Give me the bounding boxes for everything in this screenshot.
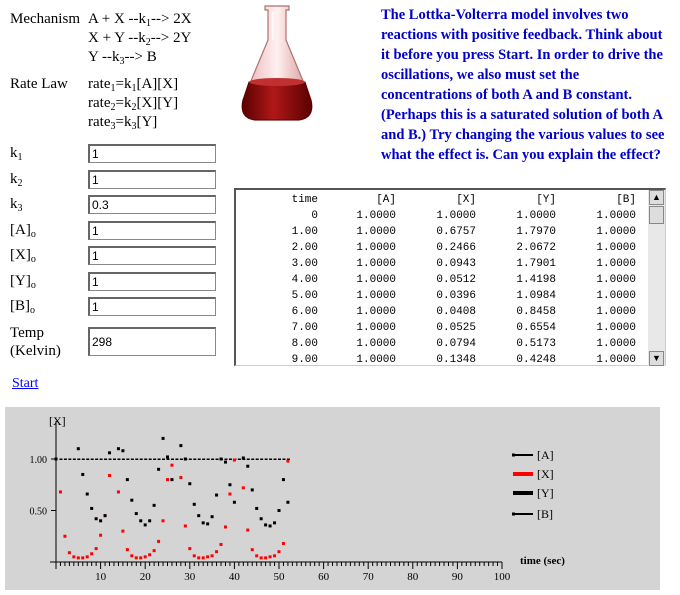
data-point-X xyxy=(273,554,276,557)
data-table[interactable] xyxy=(234,188,666,366)
y-tick-label: 0.50 xyxy=(29,506,47,518)
data-point-Y xyxy=(251,488,254,491)
data-point-A xyxy=(247,459,250,461)
param-label: $k_1$ xyxy=(10,145,23,163)
table-row xyxy=(236,208,646,224)
table-cell: 0.0512 xyxy=(436,274,476,286)
data-point-X xyxy=(139,556,142,559)
data-point-Y xyxy=(215,494,218,497)
param-label: $[B]_o$ xyxy=(10,298,35,316)
data-point-A xyxy=(216,459,219,461)
data-point-Y xyxy=(99,519,102,522)
table-content xyxy=(236,190,646,366)
data-point-X xyxy=(170,464,173,467)
data-point-X xyxy=(193,554,196,557)
data-point-X xyxy=(117,490,120,493)
table-cell: 1.0000 xyxy=(596,354,636,366)
table-header-cell: time xyxy=(291,194,318,206)
table-cell: 0.6757 xyxy=(436,226,476,238)
table-cell: 4.00 xyxy=(291,274,318,286)
mechanism-reaction xyxy=(88,10,192,28)
table-row xyxy=(236,240,646,256)
data-point-X xyxy=(184,524,187,527)
data-point-Y xyxy=(117,447,120,450)
x-tick-label: 30 xyxy=(184,571,196,583)
concentration-chart xyxy=(5,407,660,590)
table-cell: 7.00 xyxy=(291,322,318,334)
data-point-Y xyxy=(130,499,133,502)
legend-label: [X] xyxy=(537,467,554,481)
reaction-products: --> B xyxy=(124,49,157,65)
data-point-A xyxy=(198,459,201,461)
data-point-A xyxy=(282,459,285,461)
x-tick-label: 20 xyxy=(139,571,151,583)
data-point-A xyxy=(95,459,98,461)
data-point-Y xyxy=(170,478,173,481)
data-point-A xyxy=(224,459,227,461)
data-point-A xyxy=(189,459,192,461)
data-point-X xyxy=(81,556,84,559)
rate-equation: $rate_2=k_2[X][Y]$ xyxy=(88,95,179,113)
data-point-X xyxy=(264,556,267,559)
data-point-X xyxy=(269,555,272,558)
data-point-Y xyxy=(139,519,142,522)
rate-law-label: Rate Law xyxy=(10,76,68,92)
table-row xyxy=(236,304,646,320)
data-point-A xyxy=(131,459,134,461)
param-label: $[A]_o$ xyxy=(10,221,36,240)
table-cell: 1.0000 xyxy=(356,258,396,270)
param-label: $k_2$ xyxy=(10,170,23,189)
data-point-X xyxy=(202,556,205,559)
data-point-X xyxy=(68,551,71,554)
table-cell: 2.00 xyxy=(291,242,318,254)
data-point-A xyxy=(109,459,112,461)
data-point-A xyxy=(167,459,170,461)
data-point-Y xyxy=(108,451,111,454)
data-point-X xyxy=(162,519,165,522)
data-point-A xyxy=(100,459,103,461)
param-input[interactable] xyxy=(88,170,216,189)
table-cell: 0.2466 xyxy=(436,242,476,254)
data-point-X xyxy=(99,534,102,537)
data-point-A xyxy=(140,459,143,461)
mechanism-label: Mechanism xyxy=(10,11,80,27)
data-point-A xyxy=(175,459,178,461)
reaction-text: Y --k xyxy=(88,49,120,65)
param-label: $k_3$ xyxy=(10,196,23,214)
table-cell: 1.0000 xyxy=(596,322,636,334)
param-input[interactable] xyxy=(88,297,216,316)
table-cell: 1.0000 xyxy=(356,290,396,302)
data-point-Y xyxy=(193,503,196,506)
legend-label: [Y] xyxy=(537,486,554,500)
data-point-A xyxy=(207,459,210,461)
legend-marker xyxy=(512,454,515,457)
table-row xyxy=(236,352,646,366)
data-point-X xyxy=(215,550,218,553)
param-input[interactable] xyxy=(88,246,216,265)
table-cell: 1.4198 xyxy=(516,274,556,286)
data-point-A xyxy=(193,459,196,461)
table-cell: 1.0000 xyxy=(516,210,556,222)
table-cell: 1.0000 xyxy=(596,338,636,350)
table-cell: 0.6554 xyxy=(516,322,556,334)
y-axis-label: [X] xyxy=(49,414,66,428)
table-cell: 1.0000 xyxy=(356,354,396,366)
data-point-Y xyxy=(135,512,138,515)
data-point-A xyxy=(126,459,129,461)
table-cell: 1.7970 xyxy=(516,226,556,238)
legend-label: [B] xyxy=(537,507,553,521)
table-cell: 1.0000 xyxy=(356,242,396,254)
table-cell: 0.8458 xyxy=(516,306,556,318)
table-cell: 6.00 xyxy=(291,306,318,318)
table-scrollbar[interactable] xyxy=(648,190,665,366)
data-point-X xyxy=(95,547,98,550)
param-label: $[Y]_o$ xyxy=(10,272,36,291)
data-point-A xyxy=(202,459,205,461)
data-point-A xyxy=(144,459,147,461)
param-label: $[X]_o$ xyxy=(10,247,36,265)
data-point-A xyxy=(68,459,71,461)
data-point-A xyxy=(82,459,85,461)
param-input[interactable] xyxy=(88,195,216,214)
rate-constant-subscript: 2 xyxy=(145,37,151,48)
table-cell: 1.0000 xyxy=(596,274,636,286)
x-tick-label: 100 xyxy=(493,571,511,583)
data-point-A xyxy=(117,459,120,461)
data-point-A xyxy=(64,459,67,461)
data-point-Y xyxy=(179,444,182,447)
data-point-Y xyxy=(55,458,58,461)
data-point-X xyxy=(108,474,111,477)
data-point-Y xyxy=(95,517,98,520)
data-point-A xyxy=(113,459,116,461)
data-point-Y xyxy=(260,517,263,520)
data-point-A xyxy=(122,459,125,461)
data-point-A xyxy=(149,459,152,461)
data-point-A xyxy=(251,459,254,461)
data-point-Y xyxy=(220,458,223,461)
data-point-Y xyxy=(184,458,187,461)
data-point-X xyxy=(260,556,263,559)
description-text: The Lottka-Volterra model involves two reactions with positive feedback. Think about it before you press Start. In order to drive the oscillations, we also must set the concentrations of both A and B constant. (Perhaps this is a saturated solution of both A and B.) Try changing the various values to see what the effect is. Can you explain the effect? xyxy=(381,7,665,163)
table-cell: 1.0000 xyxy=(356,274,396,286)
table-cell: 1.0000 xyxy=(356,306,396,318)
data-point-A xyxy=(260,459,263,461)
reaction-products: --> 2Y xyxy=(150,30,192,46)
data-point-A xyxy=(229,459,232,461)
param-input[interactable] xyxy=(88,272,216,291)
scroll-up-icon[interactable]: ▲ xyxy=(649,190,664,205)
data-point-A xyxy=(256,459,259,461)
data-point-A xyxy=(73,459,76,461)
table-cell: 1.00 xyxy=(291,226,318,238)
data-point-X xyxy=(157,540,160,543)
data-point-Y xyxy=(188,482,191,485)
reaction-text: X + Y --k xyxy=(88,30,146,46)
data-point-A xyxy=(211,459,214,461)
data-point-Y xyxy=(233,501,236,504)
x-tick-label: 60 xyxy=(318,571,330,583)
data-point-Y xyxy=(148,519,151,522)
data-point-A xyxy=(171,459,174,461)
data-point-A xyxy=(158,459,161,461)
x-tick-label: 50 xyxy=(273,571,285,583)
data-point-Y xyxy=(77,447,80,450)
data-point-Y xyxy=(90,507,93,510)
table-cell: 0 xyxy=(311,210,318,222)
table-cell: 0.0396 xyxy=(436,290,476,302)
data-point-X xyxy=(166,478,169,481)
data-point-A xyxy=(265,459,268,461)
param-input[interactable] xyxy=(88,221,216,240)
data-point-X xyxy=(251,548,254,551)
x-tick-label: 10 xyxy=(95,571,107,583)
table-header-cell: [Y] xyxy=(536,194,556,206)
data-point-A xyxy=(91,459,94,461)
table-cell: 0.0525 xyxy=(436,322,476,334)
mechanism-reaction xyxy=(88,29,191,47)
data-point-Y xyxy=(242,456,245,459)
data-point-Y xyxy=(153,504,156,507)
mechanism-reaction xyxy=(88,48,157,66)
table-cell: 0.1348 xyxy=(436,354,476,366)
data-point-Y xyxy=(269,524,272,527)
data-point-Y xyxy=(157,468,160,471)
table-cell: 5.00 xyxy=(291,290,318,302)
table-row xyxy=(236,320,646,336)
data-point-X xyxy=(126,548,129,551)
data-point-Y xyxy=(264,523,267,526)
table-cell: 1.7901 xyxy=(516,258,556,270)
data-point-Y xyxy=(126,478,129,481)
data-point-Y xyxy=(286,501,289,504)
table-cell: 8.00 xyxy=(291,338,318,350)
data-point-Y xyxy=(197,514,200,517)
data-point-Y xyxy=(228,483,231,486)
data-point-Y xyxy=(144,523,147,526)
data-point-X xyxy=(242,486,245,489)
scroll-down-icon[interactable]: ▼ xyxy=(649,351,664,366)
table-cell: 3.00 xyxy=(291,258,318,270)
table-cell: 0.0943 xyxy=(436,258,476,270)
data-point-X xyxy=(148,553,151,556)
data-point-A xyxy=(278,459,281,461)
data-point-X xyxy=(63,535,66,538)
data-point-Y xyxy=(86,493,89,496)
table-header-cell: [X] xyxy=(456,194,476,206)
data-point-X xyxy=(90,552,93,555)
table-cell: 1.0000 xyxy=(436,210,476,222)
data-point-X xyxy=(144,555,147,558)
data-point-A xyxy=(153,459,156,461)
data-point-Y xyxy=(206,522,209,525)
table-row xyxy=(236,224,646,240)
rate-constant-subscript: 3 xyxy=(119,56,125,67)
table-cell: 1.0000 xyxy=(356,210,396,222)
data-point-A xyxy=(162,459,165,461)
table-cell: 1.0000 xyxy=(596,226,636,238)
data-point-X xyxy=(179,476,182,479)
chart-panel xyxy=(5,407,660,590)
table-cell: 1.0000 xyxy=(596,306,636,318)
rate-constant-subscript: 1 xyxy=(146,18,152,29)
table-cell: 2.0672 xyxy=(516,242,556,254)
data-point-Y xyxy=(211,515,214,518)
data-point-A xyxy=(86,459,89,461)
flask-icon xyxy=(237,0,317,125)
temp-input[interactable] xyxy=(88,327,216,356)
rate-equation: $rate_3=k_3[Y]$ xyxy=(88,114,158,132)
data-point-Y xyxy=(202,521,205,524)
table-cell: 1.0000 xyxy=(596,210,636,222)
table-cell: 1.0000 xyxy=(596,258,636,270)
data-point-Y xyxy=(278,509,281,512)
table-row xyxy=(236,288,646,304)
data-point-A xyxy=(274,459,277,461)
data-point-A xyxy=(180,459,183,461)
data-point-Y xyxy=(224,461,227,464)
scroll-thumb[interactable] xyxy=(649,206,664,224)
data-point-X xyxy=(206,555,209,558)
table-row xyxy=(236,336,646,352)
data-point-X xyxy=(197,556,200,559)
rate-equation: $rate_1=k_1[A][X]$ xyxy=(88,76,179,94)
data-point-X xyxy=(282,542,285,545)
data-point-Y xyxy=(273,521,276,524)
x-tick-label: 40 xyxy=(228,571,240,583)
table-cell: 0.0794 xyxy=(436,338,476,350)
data-point-X xyxy=(59,490,62,493)
param-input[interactable] xyxy=(88,144,216,163)
data-point-X xyxy=(121,530,124,533)
table-row xyxy=(236,272,646,288)
data-point-X xyxy=(233,459,236,462)
data-point-Y xyxy=(166,455,169,458)
data-point-Y xyxy=(104,514,107,517)
x-tick-label: 90 xyxy=(451,571,463,583)
data-point-X xyxy=(286,460,289,463)
data-point-X xyxy=(188,547,191,550)
table-cell: 1.0984 xyxy=(516,290,556,302)
reaction-text: A + X --k xyxy=(88,11,147,27)
data-point-A xyxy=(238,459,241,461)
x-tick-label: 80 xyxy=(407,571,419,583)
legend-label: [A] xyxy=(537,448,554,462)
data-point-X xyxy=(220,543,223,546)
table-header-row xyxy=(236,192,646,208)
table-header-cell: [A] xyxy=(376,194,396,206)
table-cell: 0.0408 xyxy=(436,306,476,318)
data-point-X xyxy=(255,554,258,557)
table-cell: 1.0000 xyxy=(356,226,396,238)
temp-label: Temp (Kelvin) xyxy=(10,325,61,359)
legend-marker xyxy=(512,513,515,516)
table-row xyxy=(236,256,646,272)
data-point-A xyxy=(104,459,107,461)
data-point-X xyxy=(153,549,156,552)
data-point-Y xyxy=(162,437,165,440)
table-cell: 9.00 xyxy=(291,354,318,366)
data-point-A xyxy=(59,459,62,461)
x-axis-label: time (sec) xyxy=(520,555,565,567)
data-point-X xyxy=(135,556,138,559)
data-point-A xyxy=(77,459,80,461)
table-cell: 0.4248 xyxy=(516,354,556,366)
data-point-Y xyxy=(282,478,285,481)
table-cell: 1.0000 xyxy=(596,290,636,302)
data-point-Y xyxy=(246,465,249,468)
reaction-products: --> 2X xyxy=(151,11,192,27)
y-tick-label: 1.00 xyxy=(29,455,47,466)
data-point-X xyxy=(77,556,80,559)
x-tick-label: 70 xyxy=(362,571,374,583)
data-point-X xyxy=(86,555,89,558)
data-point-Y xyxy=(81,473,84,476)
table-cell: 1.0000 xyxy=(596,242,636,254)
data-point-X xyxy=(224,525,227,528)
data-point-Y xyxy=(121,449,124,452)
data-point-A xyxy=(269,459,272,461)
data-point-A xyxy=(135,459,138,461)
data-point-X xyxy=(211,554,214,557)
data-point-X xyxy=(278,550,281,553)
data-point-X xyxy=(72,555,75,558)
table-cell: 1.0000 xyxy=(356,338,396,350)
start-button[interactable]: Start xyxy=(12,376,39,391)
data-point-X xyxy=(130,554,133,557)
data-point-X xyxy=(228,493,231,496)
table-header-cell: [B] xyxy=(616,194,636,206)
data-point-X xyxy=(246,529,249,532)
table-cell: 1.0000 xyxy=(356,322,396,334)
table-cell: 0.5173 xyxy=(516,338,556,350)
data-point-Y xyxy=(255,507,258,510)
